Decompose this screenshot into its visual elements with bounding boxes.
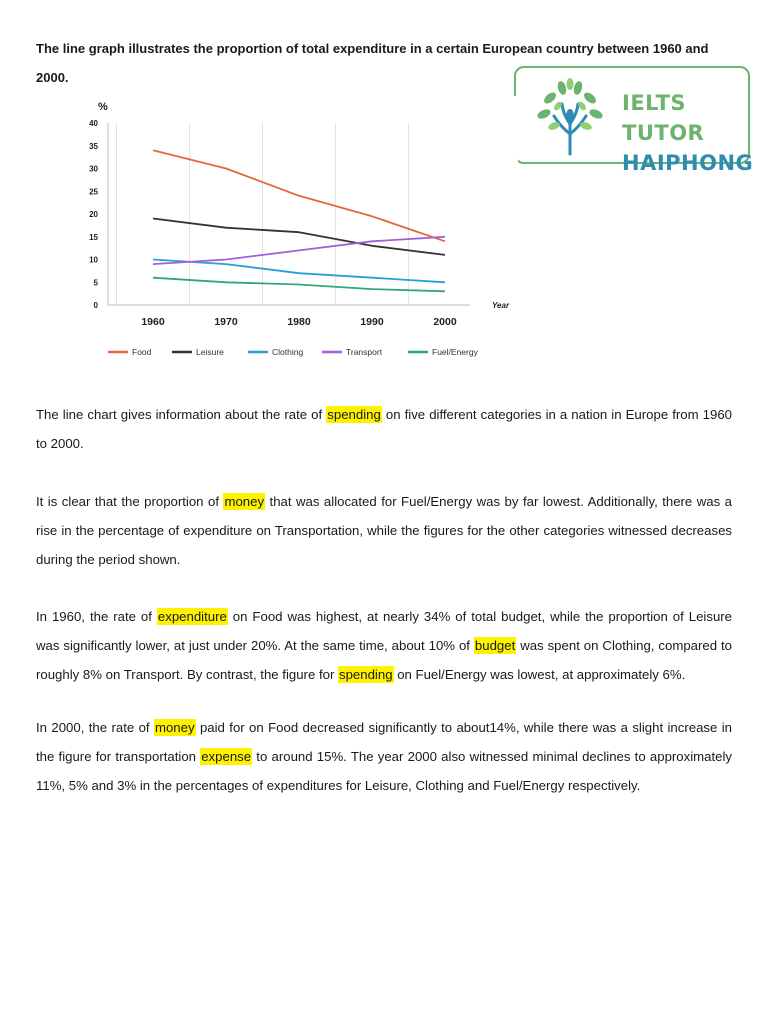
paragraph-text: In 1960, the rate of (36, 609, 157, 624)
paragraph-text: that was allocated for Fuel/Energy was by far lowest. Additionally, there was a rise in the percentage of expenditure on Transportation, while the figures for the other categories witnessed decreases during the period shown. (36, 494, 733, 567)
logo-line-1: IELTS TUTOR (622, 91, 705, 145)
y-tick-label: 0 (93, 301, 98, 310)
line-chart-svg (86, 96, 518, 364)
legend-label: Leisure (196, 347, 224, 357)
y-tick-label: 35 (89, 141, 98, 151)
paragraph-text: The line chart gives information about the rate of (36, 407, 327, 422)
highlighted-keyword: spending (339, 667, 393, 682)
y-tick-label: 10 (89, 255, 98, 265)
x-tick-label: 2000 (433, 316, 457, 328)
paragraph-text: on Fuel/Energy was lowest, at approximately 6%. (393, 667, 686, 682)
x-tick-label: 1960 (141, 316, 165, 328)
highlighted-keyword: expense (201, 749, 252, 764)
highlighted-keyword: spending (327, 407, 381, 422)
y-tick-label: 30 (89, 164, 98, 174)
legend-label: Fuel/Energy (432, 347, 478, 357)
paragraph-text: paid for on Food decreased significantly to about14%, while there was a slight increase in the figure for transportation (36, 720, 733, 764)
legend-label: Clothing (272, 347, 304, 357)
y-tick-label: 25 (89, 187, 98, 197)
paragraph-text: was spent on Clothing, compared to roughly 8% on Transport. By contrast, the figure for (36, 638, 732, 682)
paragraph-text: on five different categories in a nation in Europe from 1960 to 2000. (36, 407, 733, 451)
paragraph (36, 713, 732, 800)
x-axis-label: Year (492, 301, 510, 310)
highlighted-keyword: budget (474, 638, 516, 653)
x-tick-label: 1980 (287, 316, 311, 328)
y-tick-label: 40 (89, 119, 98, 128)
y-axis-unit-label: % (98, 101, 108, 113)
x-tick-label: 1970 (214, 316, 238, 328)
intro-text: The line graph illustrates the proportion of total expenditure in a certain European country between 1960 and 2000. (36, 41, 709, 85)
highlighted-keyword: expenditure (157, 609, 227, 624)
highlighted-keyword: money (154, 720, 195, 735)
ielts-tutor-logo (514, 66, 754, 175)
y-tick-label: 20 (89, 210, 98, 219)
highlighted-keyword: money (224, 494, 265, 509)
paragraph-text: on Food was highest, at nearly 34% of total budget, while the proportion of Leisure was significantly lower, at just under 20%. At the same time, about 10% of (36, 609, 732, 653)
paragraph-text: to around 15%. The year 2000 also witnessed minimal declines to approximately 11%, 5% and 3% in the percentages of expenditures for Leisure, Clothing and Fuel/Energy respectively. (36, 749, 732, 793)
y-tick-label: 5 (93, 278, 98, 288)
tree-logo-icon (532, 76, 608, 158)
y-tick-label: 15 (89, 232, 98, 242)
line-chart (86, 96, 518, 364)
legend-label: Transport (346, 347, 383, 357)
paragraph (36, 602, 732, 689)
legend-label: Food (132, 347, 152, 357)
paragraph (36, 487, 732, 574)
x-tick-label: 1990 (360, 316, 384, 328)
paragraph-text: It is clear that the proportion of (36, 494, 224, 509)
logo-text (622, 88, 753, 178)
logo-line-2: HAIPHONG (622, 151, 754, 175)
paragraph-text: In 2000, the rate of (36, 720, 154, 735)
paragraph (36, 400, 732, 458)
